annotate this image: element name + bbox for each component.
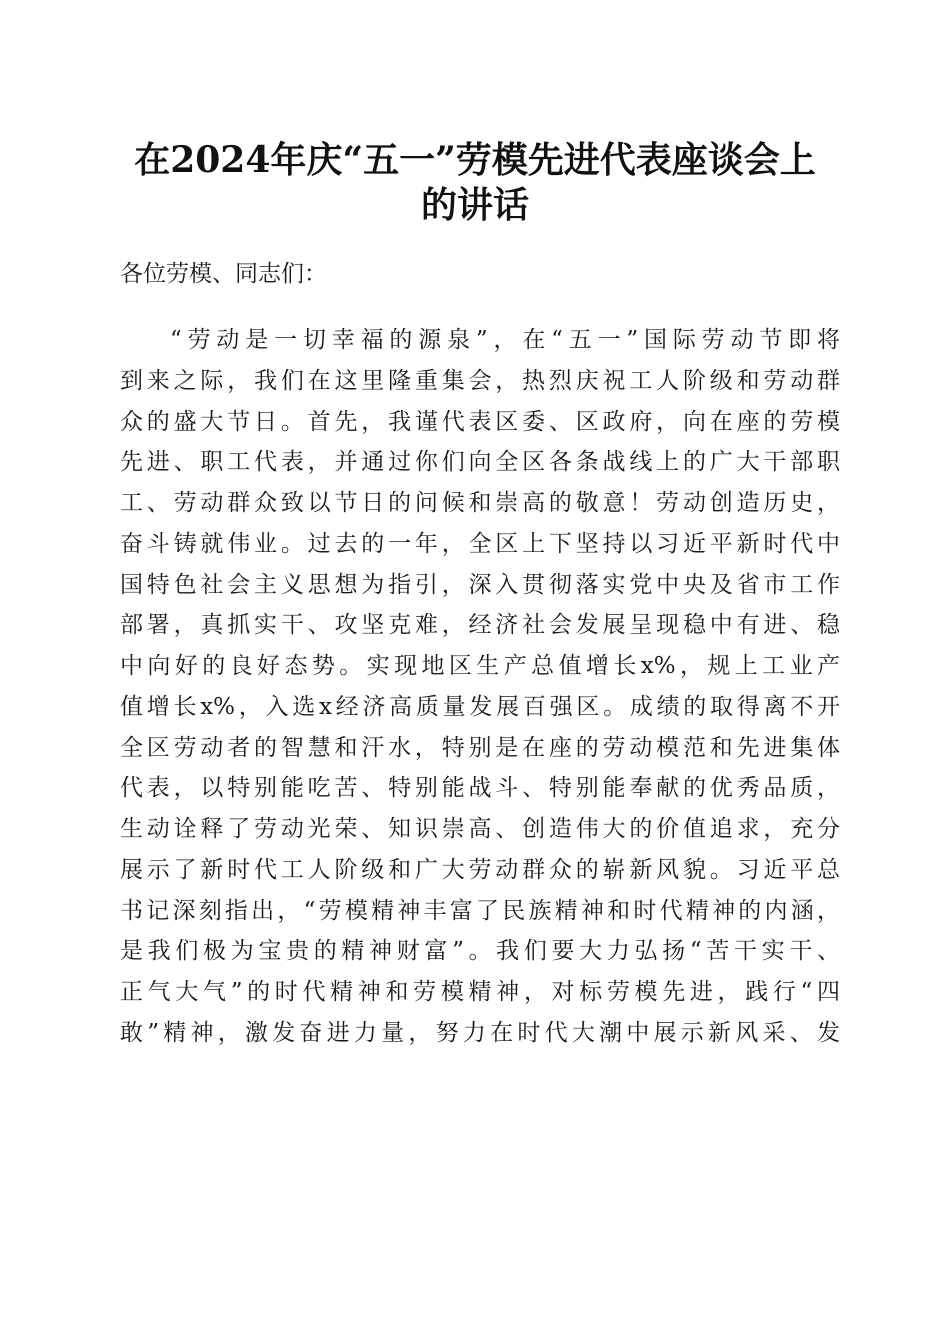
document-title (100, 138, 850, 228)
paragraph-line: 奋斗铸就伟业。过去的一年，全区上下坚持以习近平新时代中 (120, 530, 840, 557)
paragraph-line: 展示了新时代工人阶级和广大劳动群众的崭新风貌。习近平总 (120, 856, 840, 883)
salutation: 各位劳模、同志们： (120, 261, 327, 287)
paragraph-line: 中向好的良好态势。实现地区生产总值增长x%，规上工业产 (120, 653, 840, 679)
paragraph-line: 书记深刻指出，“劳模精神丰富了民族精神和时代精神的内涵， (120, 897, 840, 924)
paragraph-line: 值增长x%，入选x经济高质量发展百强区。成绩的取得离不开 (120, 693, 840, 720)
paragraph-line: 到来之际，我们在这里隆重集会，热烈庆祝工人阶级和劳动群 (120, 367, 840, 394)
title-line-1: 在2024年庆“五一”劳模先进代表座谈会上 (134, 139, 816, 181)
paragraph-line: 代表，以特别能吃苦、特别能战斗、特别能奉献的优秀品质， (120, 775, 840, 802)
paragraph-line: 众的盛大节日。首先，我谨代表区委、区政府，向在座的劳模 (120, 408, 840, 435)
paragraph-line: 部署，真抓实干、攻坚克难，经济社会发展呈现稳中有进、稳 (120, 612, 840, 639)
paragraph-line: 生动诠释了劳动光荣、知识崇高、创造伟大的价值追求，充分 (120, 816, 840, 842)
paragraph-line: 先进、职工代表，并通过你们向全区各条战线上的广大干部职 (120, 449, 840, 476)
title-line-2: 的讲话 (420, 184, 529, 226)
paragraph-line: 敢”精神，激发奋进力量，努力在时代大潮中展示新风采、发 (120, 1019, 840, 1046)
paragraph-line: 是我们极为宝贵的精神财富”。我们要大力弘扬“苦干实干、 (120, 938, 840, 965)
paragraph-line: 国特色社会主义思想为指引，深入贯彻落实党中央及省市工作 (120, 571, 840, 598)
body-paragraph (120, 320, 840, 1054)
paragraph-line: 正气大气”的时代精神和劳模精神，对标劳模先进，践行“四 (120, 979, 840, 1005)
paragraph-line: 工、劳动群众致以节日的问候和崇高的敬意！劳动创造历史， (120, 490, 840, 516)
paragraph-line: 全区劳动者的智慧和汗水，特别是在座的劳动模范和先进集体 (120, 734, 840, 761)
paragraph-line: “劳动是一切幸福的源泉”，在“五一”国际劳动节即将 (170, 327, 840, 353)
